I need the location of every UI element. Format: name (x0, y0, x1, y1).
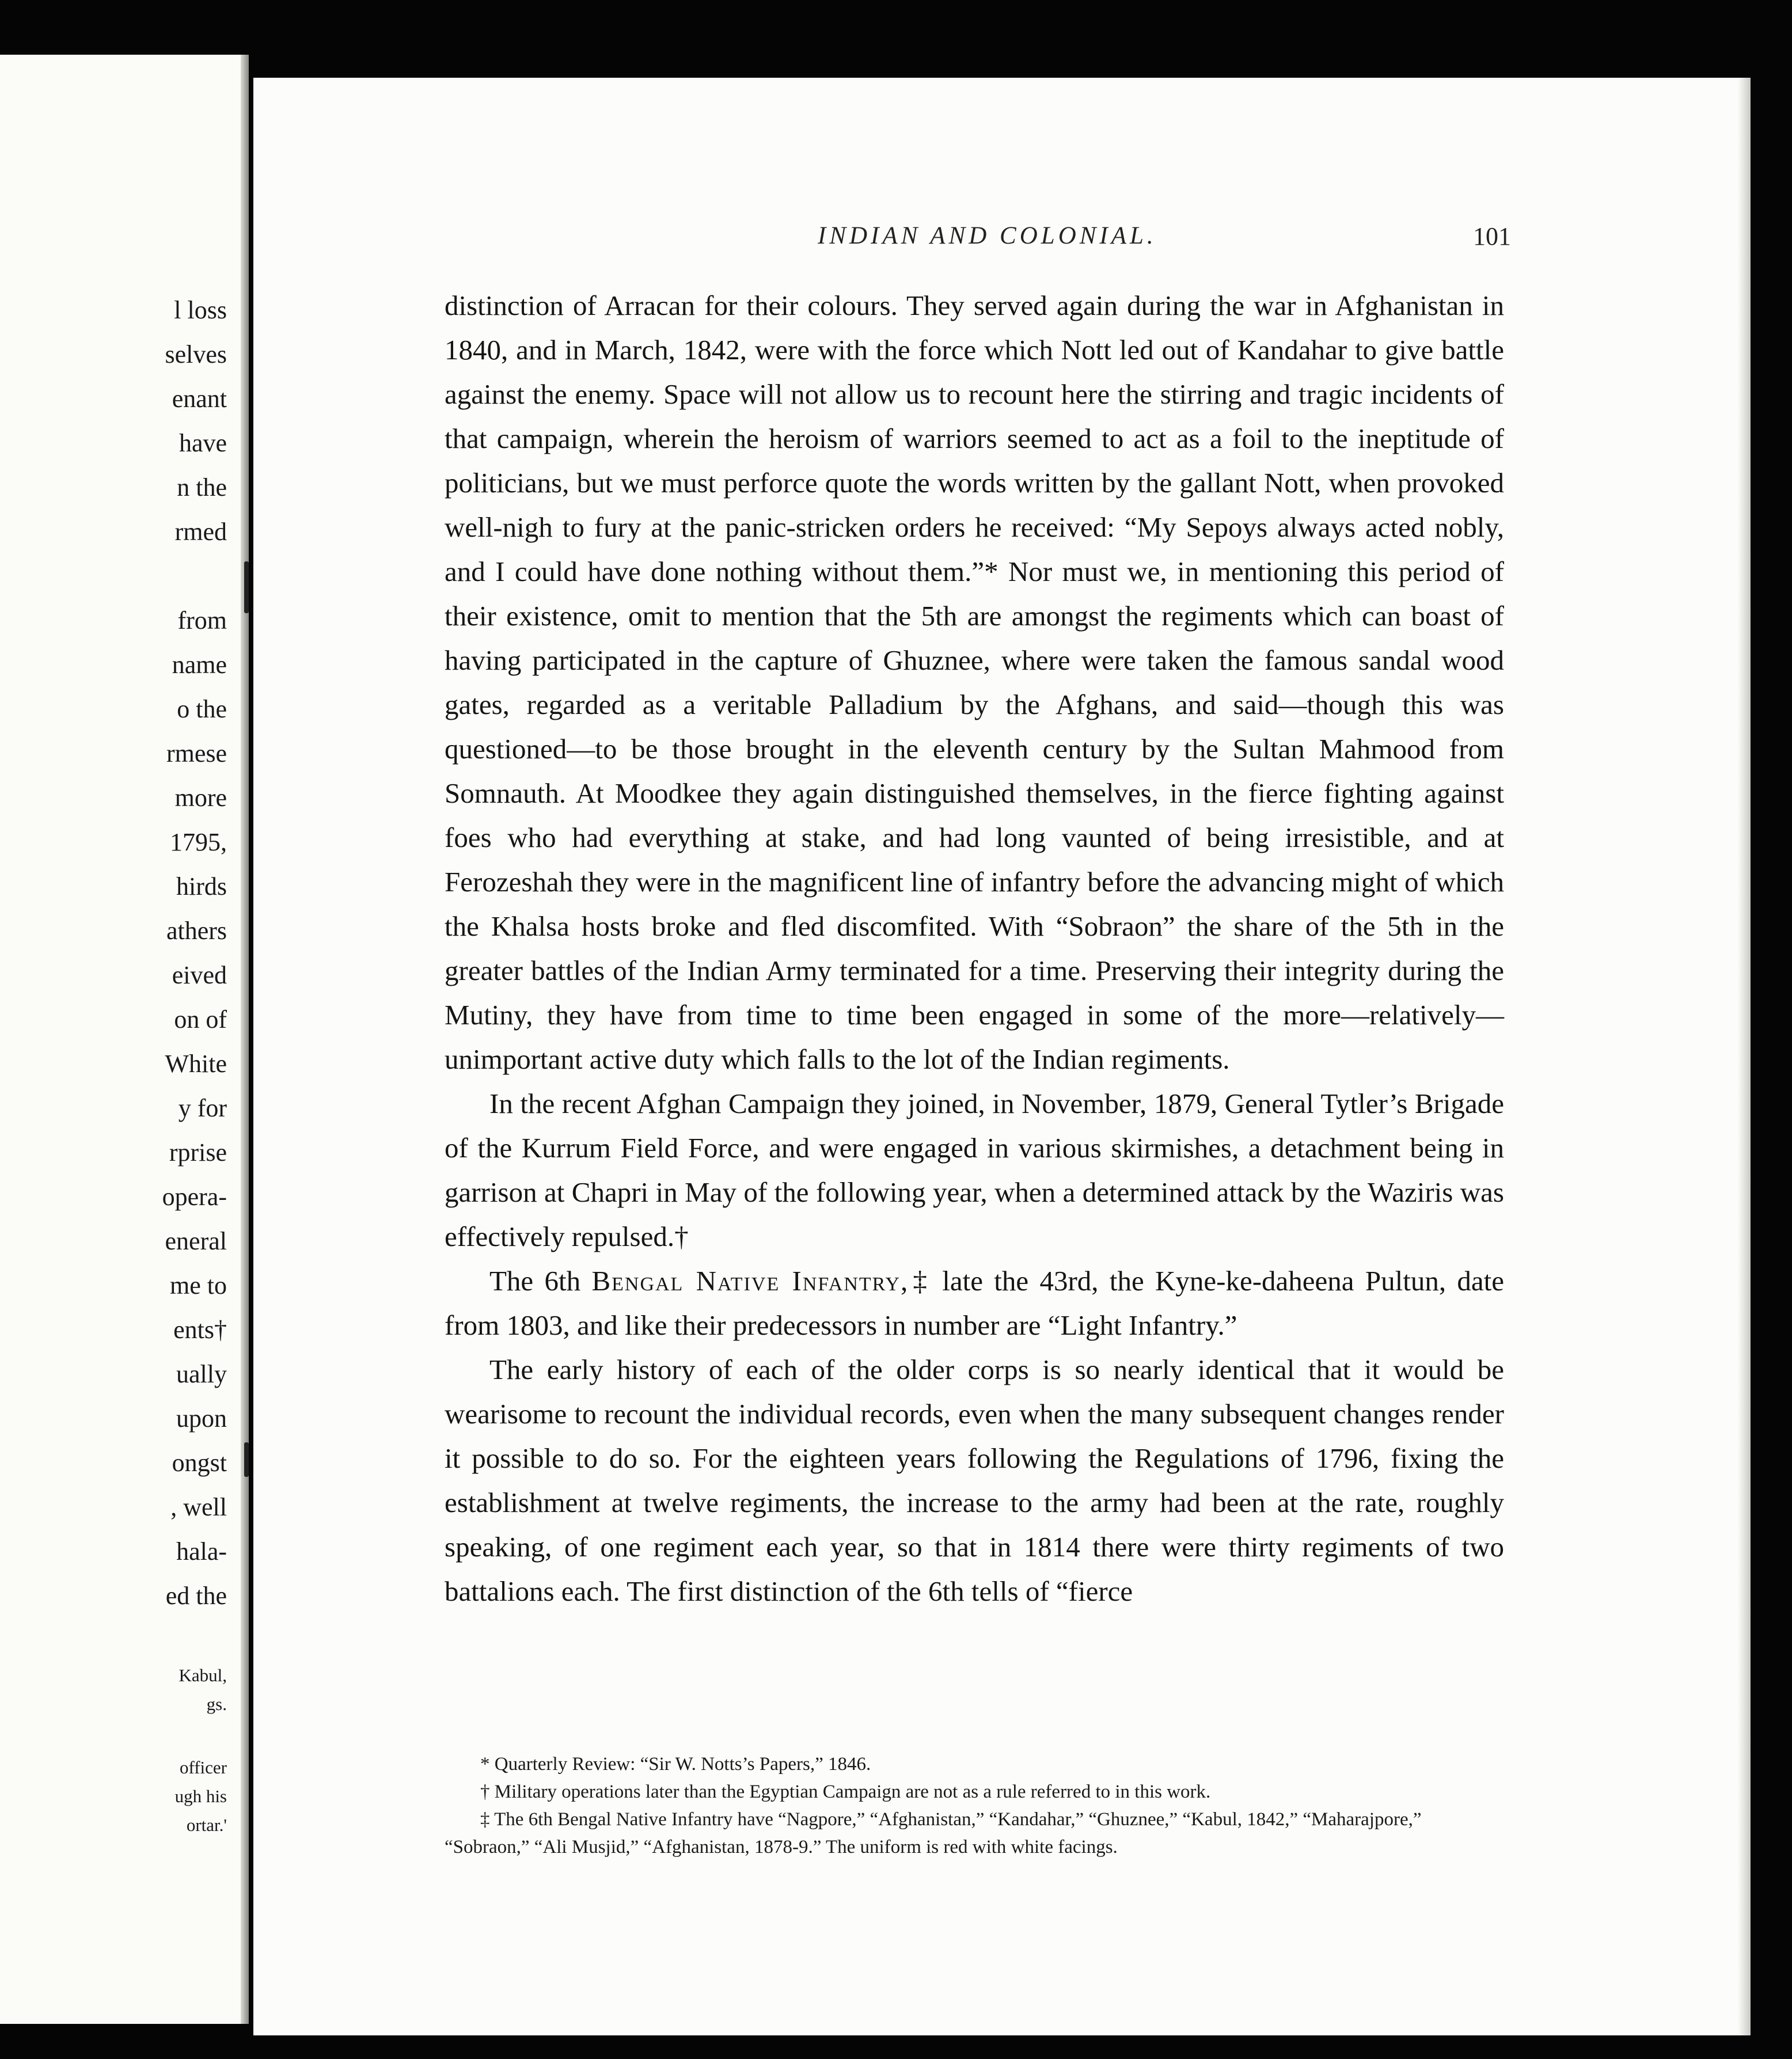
previous-line: selves (165, 340, 227, 369)
previous-line: from (177, 606, 227, 635)
paragraph (445, 1259, 1504, 1347)
previous-line: enant (172, 385, 227, 413)
paragraph-suffix: ‡ late the 43rd, the Kyne-ke-daheena Pultun, date from 1803, and like their predecessors in number are “Light Infantry.” (445, 1265, 1504, 1341)
previous-page-text (8, 288, 227, 1618)
page-number: 101 (1473, 222, 1511, 250)
previous-line: upon (176, 1404, 227, 1433)
footnote: * Quarterly Review: “Sir W. Notts’s Papers,” 1846. (480, 1754, 871, 1775)
previous-line: opera- (162, 1183, 227, 1211)
previous-line: l loss (174, 296, 227, 324)
body-text (445, 283, 1504, 1613)
paragraph: In the recent Afghan Campaign they joined, in November, 1879, General Tytler’s Brigade of the Kurrum Field Force, and were engaged in various skirmishes, a detachment being in garrison at Chapri in May of the following year, when a determined attack by the Waziris was effectively repulsed.† (445, 1088, 1504, 1252)
previous-footnote-line: ugh his (174, 1786, 227, 1806)
paragraph: The early history of each of the older corps is so nearly identical that it would be wearisome to recount the individual records, even when the many subsequent changes render it possible to do so. For the eighteen years following the Regulations of 1796, fixing the establishment at twelve regiments, the increase to the army had been at the rate, roughly speaking, of one regiment each year, so that in 1814 there were thirty regiments of two battalions each. The first distinction of the 6th tells of “fierce (445, 1354, 1504, 1607)
previous-line: ually (176, 1360, 227, 1388)
previous-footnote-line: ortar.' (186, 1815, 227, 1835)
page-gutter (241, 55, 249, 2024)
paragraph-prefix: The 6th (489, 1265, 592, 1297)
previous-footnote-line: gs. (206, 1694, 227, 1714)
previous-line: eneral (165, 1227, 227, 1255)
previous-line: rmese (166, 739, 227, 768)
previous-line: , well (170, 1493, 227, 1521)
previous-line: on of (174, 1005, 227, 1034)
previous-line: hala- (176, 1537, 227, 1566)
previous-line: eived (172, 961, 227, 989)
footnotes (445, 1750, 1504, 1861)
previous-line: rmed (174, 518, 227, 546)
previous-line: y for (178, 1094, 227, 1122)
regiment-name: Bengal Native Infantry, (591, 1265, 909, 1297)
page-edge (1738, 78, 1751, 2035)
previous-page-footnotes (175, 1661, 227, 1840)
previous-footnote-line: officer (179, 1757, 227, 1777)
previous-line: have (179, 429, 227, 457)
book-page (253, 78, 1751, 2035)
previous-line: more (174, 784, 227, 812)
previous-line: athers (166, 917, 227, 945)
previous-line-gap (8, 554, 227, 598)
binding-mark (244, 1442, 249, 1477)
footnote: † Military operations later than the Egyptian Campaign are not as a rule referred to in this work. (480, 1781, 1211, 1802)
previous-line: White (165, 1050, 227, 1078)
footnote: ‡ The 6th Bengal Native Infantry have “Nagpore,” “Afghanistan,” “Kandahar,” “Ghuznee,” “Kabul, 1842,” “Maharajpore,” “Sobraon,” “Ali Musjid,” “Afghanistan, 1878-9.” The uniform is red with white facings. (445, 1809, 1422, 1857)
running-head: INDIAN AND COLONIAL. (818, 222, 1157, 249)
previous-line: n the (177, 473, 227, 502)
previous-line: rprise (169, 1138, 227, 1167)
previous-line: hirds (176, 872, 227, 901)
previous-line: ents† (173, 1316, 227, 1344)
previous-line: name (172, 651, 227, 679)
previous-page-fragment (0, 55, 249, 2024)
previous-footnote-line: Kabul, (179, 1665, 227, 1685)
paragraph: distinction of Arracan for their colours. They served again during the war in Afghanistan in 1840, and in March, 1842, were with the force which Nott led out of Kandahar to give battle against the enemy. Space will not allow us to recount here the stirring and tragic incidents of that campaign, wherein the heroism of warriors seemed to act as a foil to the ineptitude of politicians, but we must perforce quote the words written by the gallant Nott, when provoked well-nigh to fury at the panic-stricken orders he received: “My Sepoys always acted nobly, and I could have done nothing without them.”* Nor must we, in mentioning this period of their existence, omit to mention that the 5th are amongst the regiments which can boast of having participated in the capture of Ghuznee, where were taken the famous sandal wood gates, regarded as a veritable Palladium by the Afghans, and said—though this was questioned—to be those brought in the eleventh century by the Sultan Mahmood from Somnauth. At Moodkee they again distinguished themselves, in the fierce fighting against foes who had everything at stake, and had long vaunted of being irresistible, and at Ferozeshah they were in the magnificent line of infantry before the advancing might of which the Khalsa hosts broke and fled discomfited. With “Sobraon” the share of the 5th in the greater battles of the Indian Army terminated for a time. Preserving their integrity during the Mutiny, they have from time to time been engaged in some of the more—relatively—unimportant active duty which falls to the lot of the Indian regiments. (445, 290, 1504, 1075)
previous-line: ed the (165, 1582, 227, 1610)
page-header (253, 222, 1751, 256)
binding-mark (244, 561, 249, 613)
previous-line: ongst (172, 1449, 227, 1477)
previous-line: o the (177, 695, 227, 723)
previous-line: 1795, (170, 828, 227, 856)
previous-line: me to (170, 1271, 227, 1300)
